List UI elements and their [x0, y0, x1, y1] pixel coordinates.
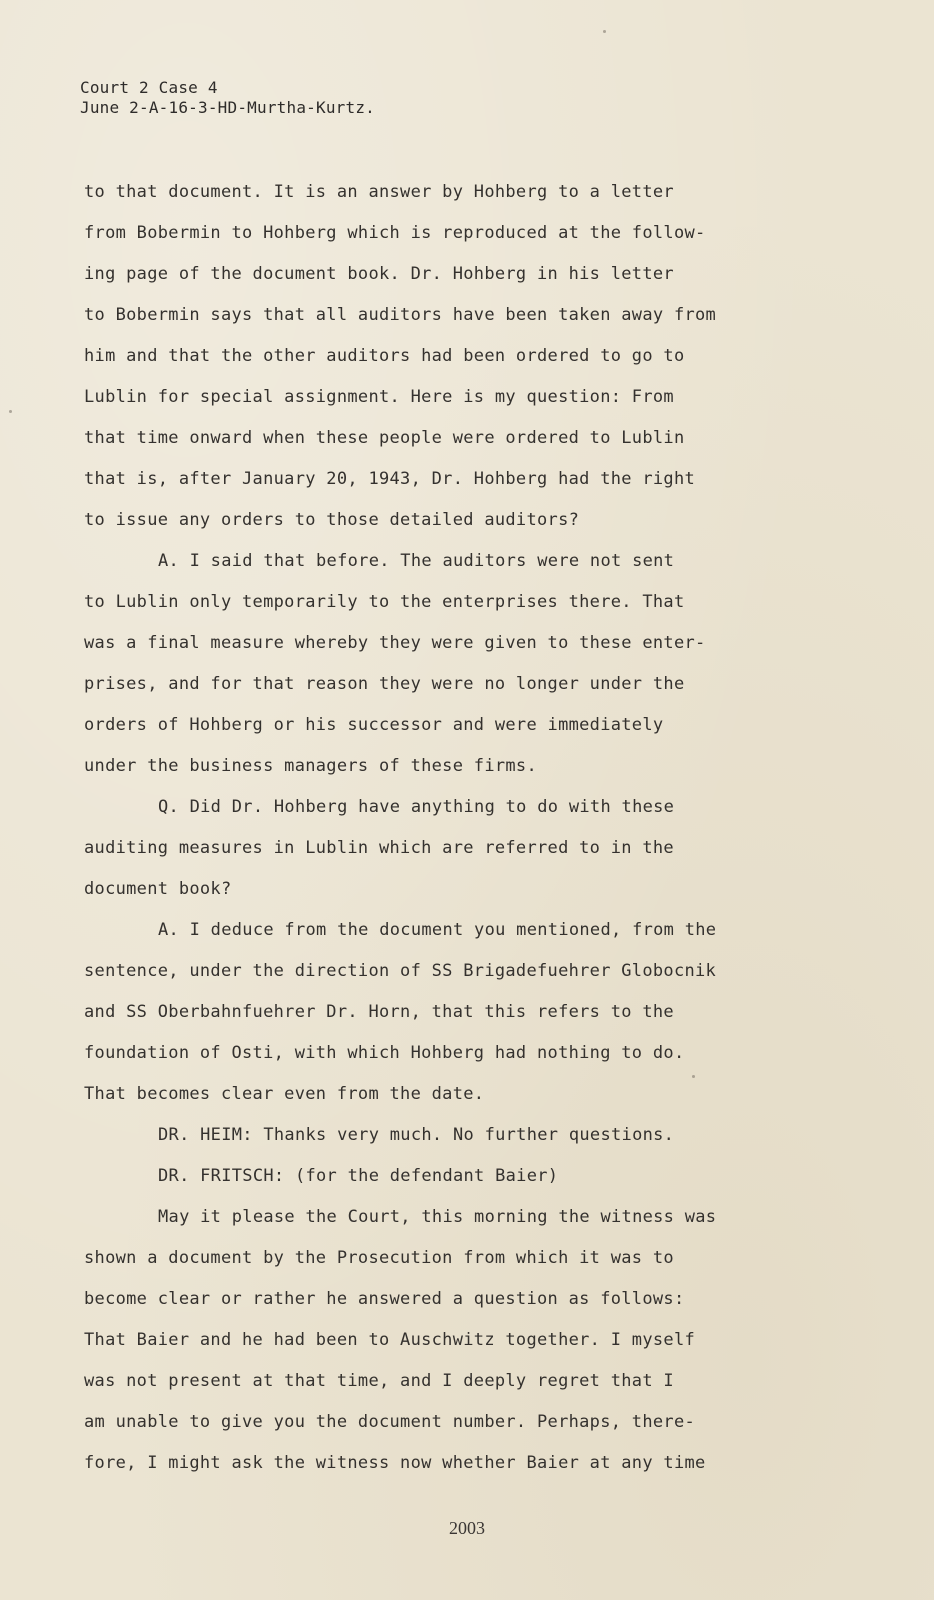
transcript-line: that time onward when these people were ordered to Lublin [84, 428, 685, 448]
transcript-line: was not present at that time, and I deeply regret that I [84, 1371, 674, 1391]
paper-speck [9, 410, 12, 413]
transcript-line: That becomes clear even from the date. [84, 1084, 485, 1104]
transcript-line: shown a document by the Prosecution from which it was to [84, 1248, 674, 1268]
transcript-line: auditing measures in Lublin which are referred to in the [84, 838, 674, 858]
transcript-line: fore, I might ask the witness now whether Baier at any time [84, 1453, 706, 1473]
paper-speck [692, 1075, 695, 1078]
header-court-case: Court 2 Case 4 [80, 78, 218, 97]
transcript-line: am unable to give you the document number. Perhaps, there- [84, 1412, 696, 1432]
transcript-line: sentence, under the direction of SS Brigadefuehrer Globocnik [84, 961, 717, 981]
page-number: 2003 [449, 1518, 485, 1538]
paper-speck [603, 30, 606, 33]
transcript-line: A. I deduce from the document you mentioned, from the [158, 920, 717, 940]
header-session-info: June 2-A-16-3-HD-Murtha-Kurtz. [80, 98, 375, 117]
transcript-line: to Bobermin says that all auditors have been taken away from [84, 305, 717, 325]
transcript-line: foundation of Osti, with which Hohberg had nothing to do. [84, 1043, 685, 1063]
transcript-line: Q. Did Dr. Hohberg have anything to do with these [158, 797, 675, 817]
transcript-line: document book? [84, 879, 232, 899]
transcript-line: under the business managers of these firms. [84, 756, 537, 776]
transcript-line: Lublin for special assignment. Here is my question: From [84, 387, 674, 407]
transcript-line: ing page of the document book. Dr. Hohberg in his letter [84, 264, 674, 284]
transcript-line: DR. HEIM: Thanks very much. No further questions. [158, 1125, 675, 1145]
transcript-line: to Lublin only temporarily to the enterprises there. That [84, 592, 685, 612]
document-header [80, 78, 375, 118]
transcript-line: to issue any orders to those detailed auditors? [84, 510, 580, 530]
transcript-line: prises, and for that reason they were no longer under the [84, 674, 685, 694]
transcript-body [84, 172, 884, 1484]
transcript-line: him and that the other auditors had been ordered to go to [84, 346, 685, 366]
transcript-line: that is, after January 20, 1943, Dr. Hohberg had the right [84, 469, 696, 489]
transcript-line: DR. FRITSCH: (for the defendant Baier) [158, 1166, 559, 1186]
transcript-line: That Baier and he had been to Auschwitz together. I myself [84, 1330, 696, 1350]
transcript-line: and SS Oberbahnfuehrer Dr. Horn, that this refers to the [84, 1002, 674, 1022]
transcript-line: A. I said that before. The auditors were not sent [158, 551, 675, 571]
transcript-line: was a final measure whereby they were given to these enter- [84, 633, 706, 653]
transcript-line: orders of Hohberg or his successor and were immediately [84, 715, 664, 735]
transcript-line: May it please the Court, this morning the witness was [158, 1207, 717, 1227]
transcript-line: from Bobermin to Hohberg which is reproduced at the follow- [84, 223, 706, 243]
transcript-line: become clear or rather he answered a question as follows: [84, 1289, 685, 1309]
transcript-line: to that document. It is an answer by Hohberg to a letter [84, 182, 674, 202]
